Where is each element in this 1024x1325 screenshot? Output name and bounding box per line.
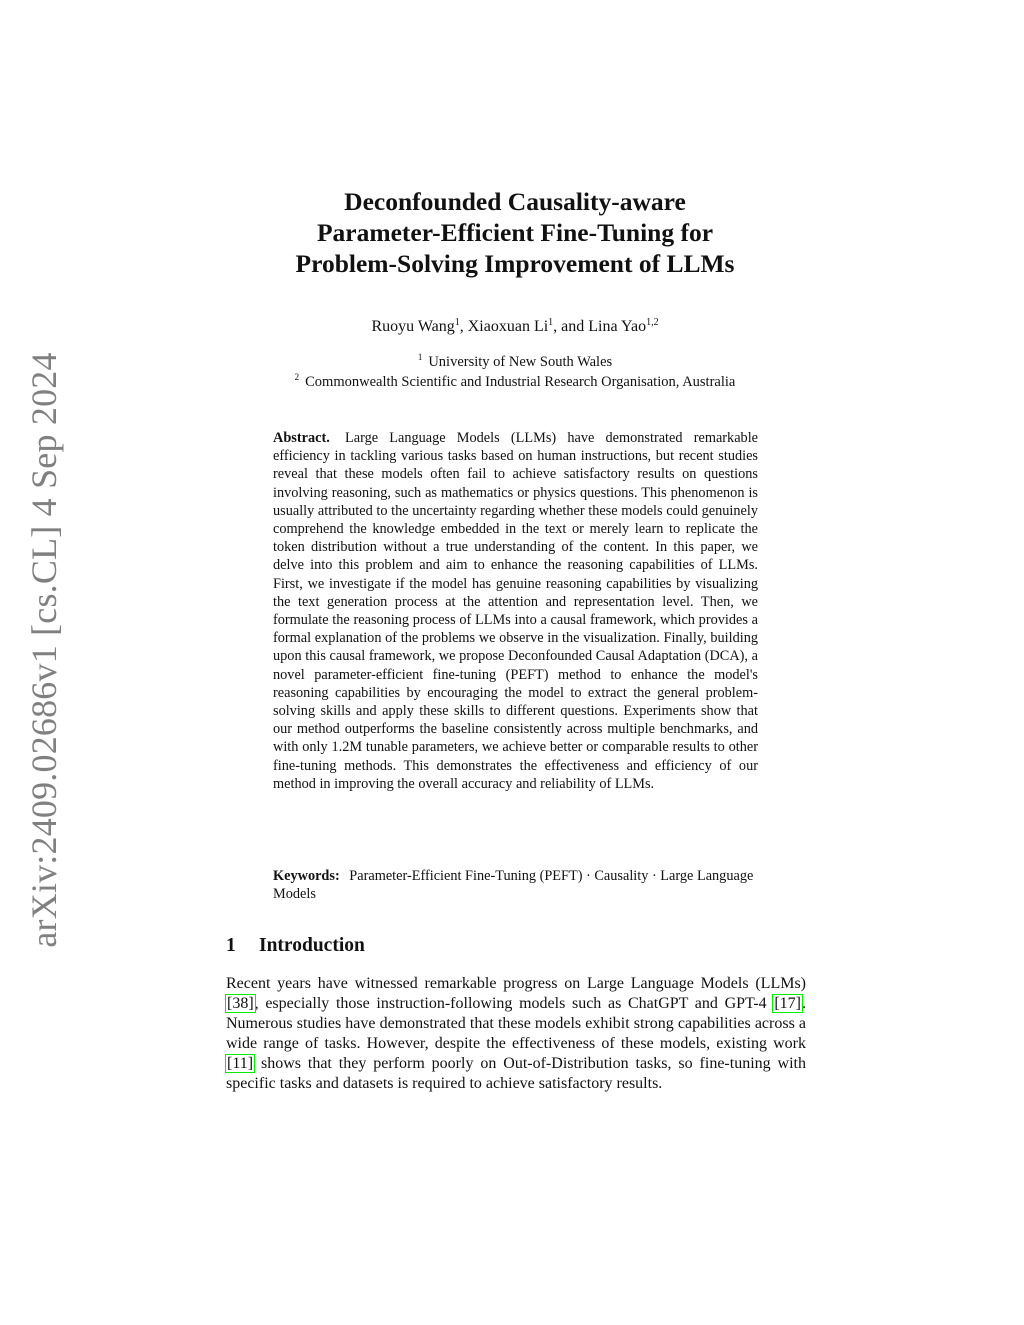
section-number: 1 <box>226 935 236 956</box>
section-title: Introduction <box>259 935 365 956</box>
author-separator: , and <box>553 318 589 335</box>
author-name: Ruoyu Wang <box>371 318 455 335</box>
affiliation-mark: 1 <box>417 352 423 362</box>
intro-text: . Numerous studies have demonstrated that these models exhibit strong capabilities across a wide range of tasks. However, despite the effectiveness of these models, existing work <box>226 995 806 1052</box>
arxiv-stamp: arXiv:2409.02686v1 [cs.CL] 4 Sep 2024 <box>24 352 64 948</box>
author-affiliation-mark: 1 <box>454 317 460 328</box>
abstract <box>273 429 758 793</box>
intro-text: shows that they perform poorly on Out-of-Distribution tasks, so fine-tuning with specific tasks and datasets is required to achieve satisfactory results. <box>226 1055 806 1092</box>
paper-title <box>160 186 870 279</box>
keywords-text: Parameter-Efficient Fine-Tuning (PEFT) · Causality · Large Language Models <box>273 868 754 903</box>
citation-link[interactable]: [38] <box>227 995 254 1012</box>
affiliation-text: Commonwealth Scientific and Industrial Research Organisation, Australia <box>305 374 736 390</box>
intro-text: Recent years have witnessed remarkable progress on Large Language Models (LLMs) <box>226 975 806 992</box>
citation-link[interactable]: [17] <box>774 995 801 1012</box>
author-name: Lina Yao <box>588 318 647 335</box>
affiliation <box>160 368 870 391</box>
section-heading <box>226 934 365 958</box>
author-affiliation-mark: 1 <box>548 317 554 328</box>
intro-text: , especially those instruction-following models such as ChatGPT and GPT-4 <box>254 995 774 1012</box>
affiliation-text: University of New South Wales <box>428 354 613 370</box>
citation-link[interactable]: [11] <box>227 1055 254 1072</box>
author-separator: , <box>459 318 468 335</box>
affiliation-mark: 2 <box>294 372 300 382</box>
author-affiliation-mark: 1,2 <box>646 317 659 328</box>
author-list <box>160 313 870 337</box>
title-line-2: Parameter-Efficient Fine-Tuning for <box>316 218 714 247</box>
keywords <box>273 867 758 903</box>
abstract-text: Large Language Models (LLMs) have demonstrated remarkable efficiency in tackling various tasks based on human instructions, but recent studies reveal that these models often fail to achieve satisfactory results on questions involving reasoning, such as mathematics or physics questions. This phenomenon is usually attributed to the uncertainty regarding whether these models could genuinely comprehend the knowledge embedded in the text or merely learn to replicate the token distribution without a true understanding of the content. In this paper, we delve into this problem and aim to enhance the reasoning capabilities of LLMs. First, we investigate if the model has genuine reasoning capabilities by visualizing the text generation process at the attention and representation level. Then, we formulate the reasoning process of LLMs into a causal framework, which provides a formal explanation of the problems we observe in the visualization. Finally, building upon this causal framework, we propose Deconfounded Causal Adaptation (DCA), a novel parameter-efficient fine-tuning (PEFT) method to enhance the model's reasoning capabilities by encouraging the model to extract the general problem-solving skills and apply these skills to different questions. Experiments show that our method outperforms the baseline consistently across multiple benchmarks, and with only 1.2M tunable parameters, we achieve better or comparable results to other fine-tuning methods. This demonstrates the effectiveness and efficiency of our method in improving the overall accuracy and reliability of LLMs. <box>273 430 759 792</box>
title-line-3: Problem-Solving Improvement of LLMs <box>295 249 735 278</box>
title-line-1: Deconfounded Causality-aware <box>344 187 686 216</box>
abstract-label: Abstract. <box>273 430 330 446</box>
intro-paragraph <box>226 974 806 1094</box>
keywords-label: Keywords: <box>273 868 340 884</box>
author-name: Xiaoxuan Li <box>467 318 549 335</box>
